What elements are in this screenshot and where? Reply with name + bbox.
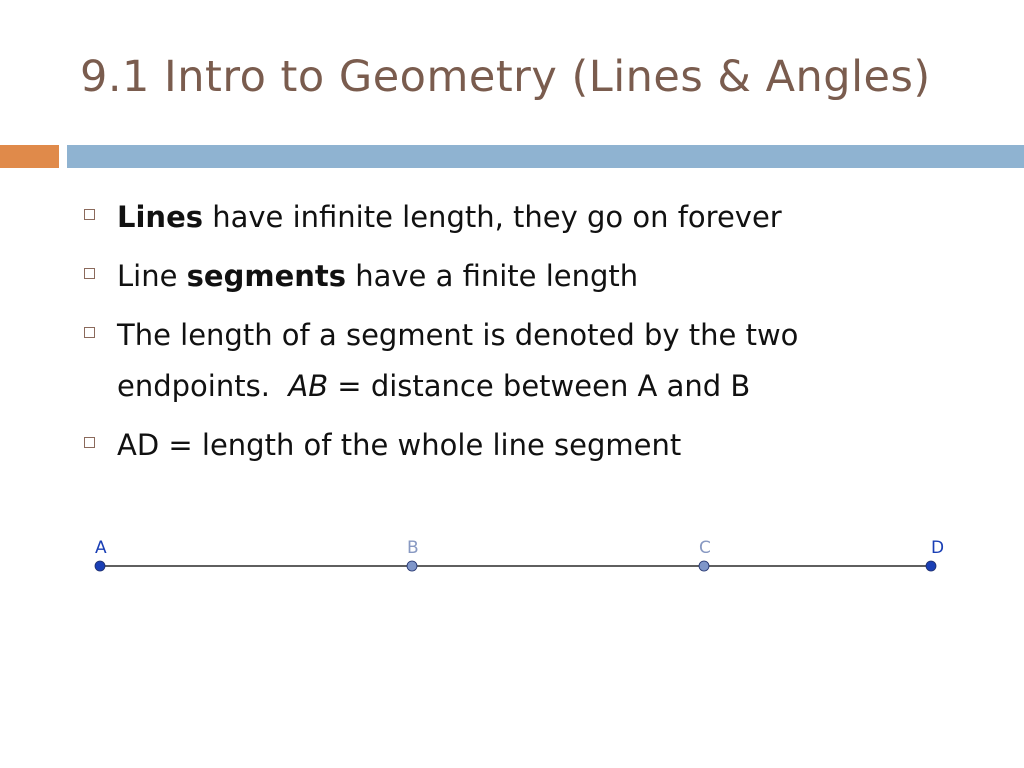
- point-label-a: A: [95, 538, 107, 558]
- point-label-d: D: [931, 538, 945, 558]
- bullet-text-line2-post: = distance between A and B: [328, 369, 751, 403]
- point-a: [95, 561, 105, 571]
- bullet-italic-ab: AB: [288, 369, 329, 403]
- bullet-item-segments: [84, 251, 984, 302]
- bullet-text-pre: Line: [117, 259, 187, 293]
- square-bullet-icon: [84, 268, 95, 279]
- bullet-text-line2-pre: endpoints.: [117, 369, 289, 403]
- orange-accent-bar: [0, 145, 59, 168]
- square-bullet-icon: [84, 209, 95, 220]
- bullet-item-lines: [84, 192, 984, 243]
- bullet-text: have infinite length, they go on forever: [203, 200, 782, 234]
- slide-title: 9.1 Intro to Geometry (Lines & Angles): [80, 52, 931, 102]
- bullet-list: [84, 192, 984, 479]
- point-label-b: B: [407, 538, 419, 558]
- bullet-text: have a finite length: [346, 259, 639, 293]
- point-label-c: C: [699, 538, 711, 558]
- line-segment-diagram: [80, 525, 960, 585]
- bullet-text-line1: The length of a segment is denoted by the two: [117, 318, 799, 352]
- point-b: [407, 561, 417, 571]
- point-c: [699, 561, 709, 571]
- square-bullet-icon: [84, 327, 95, 338]
- blue-accent-bar: [67, 145, 1024, 168]
- bullet-text: AD = length of the whole line segment: [117, 428, 682, 462]
- bullet-bold-term: Lines: [117, 200, 203, 234]
- bullet-item-length: [84, 310, 984, 412]
- point-d: [926, 561, 936, 571]
- bullet-bold-term: segments: [186, 259, 347, 293]
- square-bullet-icon: [84, 437, 95, 448]
- bullet-item-ad: [84, 420, 984, 471]
